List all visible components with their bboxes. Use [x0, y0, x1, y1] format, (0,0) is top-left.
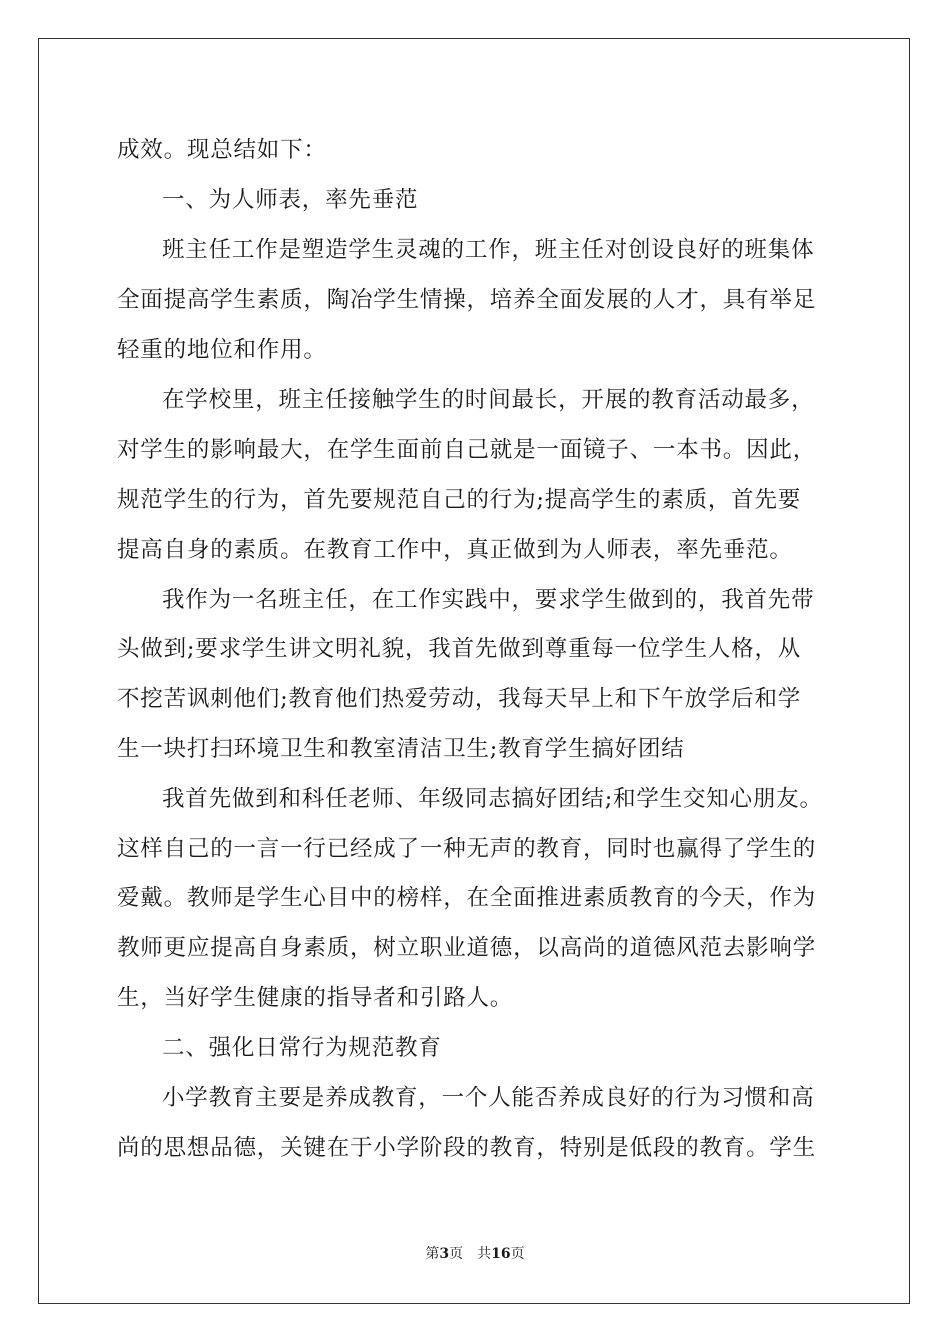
text-line: 成效。现总结如下：: [117, 137, 327, 163]
section-heading: 二、强化日常行为规范教育: [162, 1035, 442, 1061]
total-suffix: 页: [510, 1246, 525, 1262]
text-line: 全面提高学生素质，陶冶学生情操，培养全面发展的人才，具有举足: [117, 287, 817, 313]
page-suffix: 页: [449, 1246, 464, 1262]
total-prefix: 共: [477, 1246, 492, 1262]
text-line: 小学教育主要是养成教育，一个人能否养成良好的行为习惯和高: [162, 1085, 815, 1111]
text-line: 尚的思想品德，关键在于小学阶段的教育，特别是低段的教育。学生: [117, 1135, 817, 1161]
text-line: 生，当好学生健康的指导者和引路人。: [117, 985, 514, 1011]
text-line: 教师更应提高自身素质，树立职业道德，以高尚的道德风范去影响学: [117, 935, 817, 961]
text-line: 班主任工作是塑造学生灵魂的工作，班主任对创设良好的班集体: [162, 237, 815, 263]
total-pages: 16: [491, 1246, 511, 1262]
section-heading: 一、为人师表，率先垂范: [162, 187, 419, 213]
text-line: 我首先做到和科任老师、年级同志搞好团结;和学生交知心朋友。: [162, 786, 823, 812]
text-line: 对学生的影响最大，在学生面前自己就是一面镜子、一本书。因此，: [117, 437, 817, 463]
text-line: 规范学生的行为，首先要规范自己的行为;提高学生的素质，首先要: [117, 487, 802, 513]
page-number: 3: [439, 1246, 450, 1262]
text-line: 轻重的地位和作用。: [117, 337, 327, 363]
text-line: 头做到;要求学生讲文明礼貌，我首先做到尊重每一位学生人格，从: [117, 636, 802, 662]
text-line: 提高自身的素质。在教育工作中，真正做到为人师表，率先垂范。: [117, 537, 793, 563]
text-line: 在学校里，班主任接触学生的时间最长，开展的教育活动最多，: [162, 387, 815, 413]
text-line: 爱戴。教师是学生心目中的榜样，在全面推进素质教育的今天，作为: [117, 885, 817, 911]
text-line: 这样自己的一言一行已经成了一种无声的教育，同时也赢得了学生的: [117, 836, 817, 862]
text-line: 不挖苦讽刺他们;教育他们热爱劳动，我每天早上和下午放学后和学: [117, 686, 802, 712]
text-line: 我作为一名班主任，在工作实践中，要求学生做到的，我首先带: [162, 587, 815, 613]
page-footer: [0, 1244, 950, 1264]
page-prefix: 第: [425, 1246, 440, 1262]
text-line: 生一块打扫环境卫生和教室清洁卫生;教育学生搞好团结: [117, 736, 685, 762]
page-border: [38, 38, 910, 1304]
